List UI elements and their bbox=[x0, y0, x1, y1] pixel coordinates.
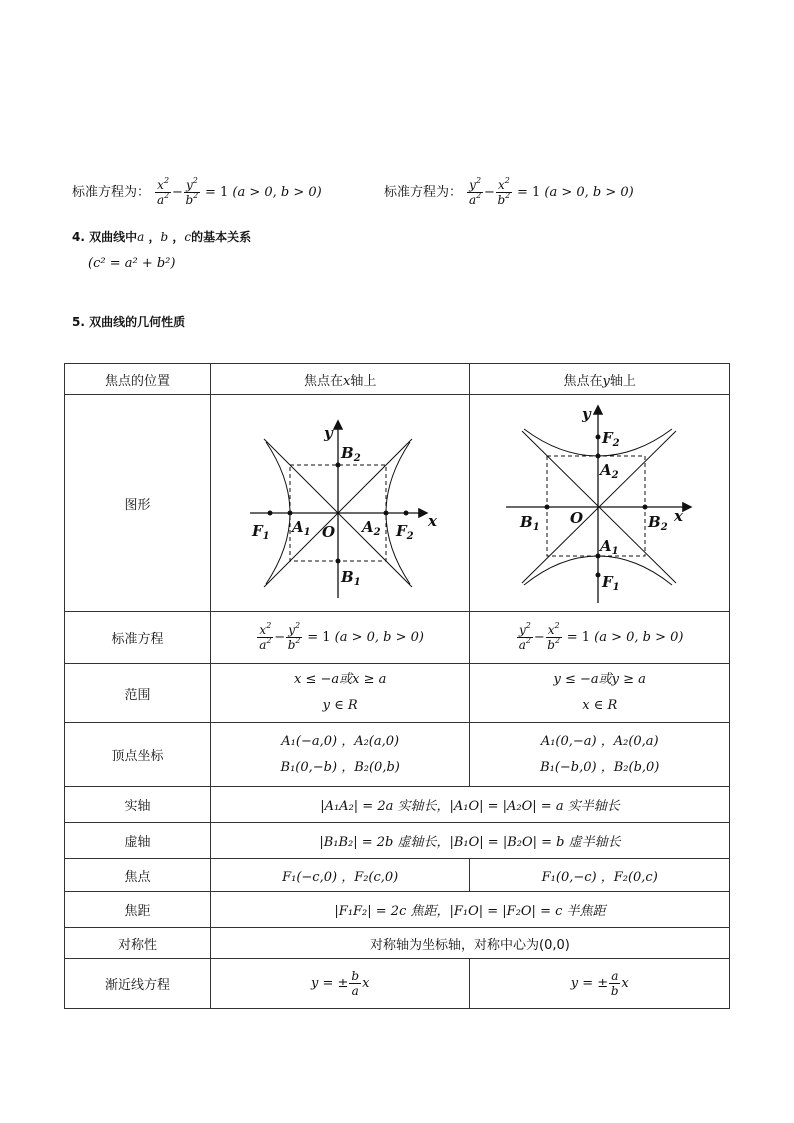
figure-y-cell bbox=[470, 395, 730, 612]
label-b2: $B_2$ bbox=[341, 444, 361, 464]
header-cell-y-axis: 焦点在y轴上 bbox=[470, 364, 730, 395]
section5-heading bbox=[72, 313, 185, 330]
row-label-real-axis: 实轴 bbox=[65, 787, 211, 823]
row-label-figure: 图形 bbox=[65, 395, 211, 612]
header-cell-x-axis: 焦点在x轴上 bbox=[210, 364, 470, 395]
label-origin: O bbox=[322, 523, 336, 541]
row-label-vertex: 顶点坐标 bbox=[65, 723, 211, 787]
row-label-asymptote: 渐近线方程 bbox=[65, 959, 211, 1009]
section5-number: 5. bbox=[72, 315, 85, 329]
row-label-focal-length: 焦距 bbox=[65, 892, 211, 928]
vertex-x-line2: B₁(0,−b) ，B₂(0,b) bbox=[280, 759, 400, 775]
figure-x-cell bbox=[210, 395, 470, 612]
vertex-x-cell bbox=[210, 723, 470, 787]
row-label-imag-axis: 虚轴 bbox=[65, 823, 211, 859]
std-eq-x-cond: (a > 0, b > 0) bbox=[334, 630, 424, 645]
table-row-real-axis bbox=[65, 787, 730, 823]
symmetry-cell: 对称轴为坐标轴，对称中心为(0,0) bbox=[210, 928, 729, 959]
std-eq-x-cell: $\frac{x^2}{a^2}$ − $\frac{y^2}{b^2}$ = 1 (a > 0, b > 0) bbox=[210, 612, 470, 664]
label-origin-2: O bbox=[569, 509, 583, 527]
table-row-vertex bbox=[65, 723, 730, 787]
frac-x2-b2: $\frac{x^2}{b^2}$ bbox=[497, 176, 511, 207]
table-row-focal-length bbox=[65, 892, 730, 928]
frac-y2-a2: $\frac{y^2}{a^2}$ bbox=[468, 176, 482, 207]
focal-length-cell: |F₁F₂| = 2c 焦距，|F₁O| = |F₂O| = c 半焦距 bbox=[210, 892, 729, 928]
hyperbola-y-diagram bbox=[500, 403, 700, 603]
label-f1: $F_1$ bbox=[252, 522, 270, 542]
std-eq-y-cell: $\frac{y^2}{a^2}$ − $\frac{x^2}{b^2}$ = 1 (a > 0, b > 0) bbox=[470, 612, 730, 664]
table-row-imag-axis bbox=[65, 823, 730, 859]
table-row-focus bbox=[65, 859, 730, 892]
vertex-x-line1: A₁(−a,0) ，A₂(a,0) bbox=[281, 733, 400, 749]
eq1-condition: (a > 0, b > 0) bbox=[232, 185, 322, 200]
asymptote-x-cell: y = ± $\frac{b}{a}$ x bbox=[210, 959, 470, 1009]
label-f2-y: $F_2$ bbox=[601, 429, 620, 449]
eq2-condition: (a > 0, b > 0) bbox=[544, 185, 634, 200]
hyperbola-properties-table bbox=[64, 363, 730, 1009]
label-f1-y: $F_1$ bbox=[601, 573, 620, 593]
section4-heading: 4. 双曲线中a ，b ，c的基本关系 bbox=[72, 230, 252, 244]
label-x-axis-2: x bbox=[673, 507, 683, 525]
table-row-symmetry bbox=[65, 928, 730, 959]
label-y-axis: y bbox=[324, 424, 333, 442]
table-row-std-eq bbox=[65, 612, 730, 664]
table-row-figure bbox=[65, 395, 730, 612]
label-a1-y: $A_1$ bbox=[599, 537, 619, 557]
hyperbola-x-diagram bbox=[240, 408, 440, 598]
std-eq-label: 标准方程为： bbox=[72, 185, 151, 200]
asymptote-y-cell: y = ± $\frac{a}{b}$ x bbox=[470, 959, 730, 1009]
row-label-symmetry: 对称性 bbox=[65, 928, 211, 959]
std-eq-x-line: 标准方程为： $\frac{x^2}{a^2}$ − $\frac{y^2}{b^2}$ = 1 (a > 0, b > 0) bbox=[72, 176, 322, 207]
range-x-cell bbox=[210, 664, 470, 723]
label-y-axis-2: y bbox=[581, 405, 591, 423]
section4-number: 4. bbox=[72, 230, 85, 244]
range-y-line1: y ≤ −a或y ≥ a bbox=[553, 672, 646, 687]
row-label-focus: 焦点 bbox=[65, 859, 211, 892]
vertex-y-cell bbox=[470, 723, 730, 787]
label-b1: $B_1$ bbox=[341, 568, 361, 588]
label-x-axis: x bbox=[428, 512, 438, 530]
real-axis-cell: |A₁A₂| = 2a 实轴长，|A₁O| = |A₂O| = a 实半轴长 bbox=[210, 787, 729, 823]
header-cell-position: 焦点的位置 bbox=[65, 364, 211, 395]
std-eq-label-2: 标准方程为： bbox=[384, 185, 463, 200]
table-header-row bbox=[65, 364, 730, 395]
range-x-line2: y ∈ R bbox=[322, 698, 358, 713]
vertex-y-line1: A₁(0,−a) ，A₂(0,a) bbox=[540, 733, 659, 749]
range-y-line2: x ∈ R bbox=[582, 698, 618, 713]
row-label-std-eq: 标准方程 bbox=[65, 612, 211, 664]
row-label-range: 范围 bbox=[65, 664, 211, 723]
std-eq-y-line: 标准方程为： $\frac{y^2}{a^2}$ − $\frac{x^2}{b^2}$ = 1 (a > 0, b > 0) bbox=[384, 176, 634, 207]
section5-title: 双曲线的几何性质 bbox=[89, 315, 186, 329]
section4-relation: (c² = a² + b²) bbox=[88, 256, 176, 271]
range-x-line1: x ≤ −a或x ≥ a bbox=[294, 672, 387, 687]
label-a2: $A_2$ bbox=[362, 518, 381, 538]
label-b2-y: $B_2$ bbox=[647, 513, 668, 533]
label-b1-y: $B_1$ bbox=[519, 513, 540, 533]
imag-axis-cell: |B₁B₂| = 2b 虚轴长，|B₁O| = |B₂O| = b 虚半轴长 bbox=[210, 823, 729, 859]
label-a1: $A_1$ bbox=[292, 518, 311, 538]
std-eq-y-cond: (a > 0, b > 0) bbox=[594, 630, 684, 645]
label-f2: $F_2$ bbox=[396, 522, 414, 542]
vertex-y-line2: B₁(−b,0) ，B₂(b,0) bbox=[540, 759, 660, 775]
range-y-cell bbox=[470, 664, 730, 723]
section4-title-post: 的基本关系 bbox=[191, 230, 252, 244]
frac-x2-a2: $\frac{x^2}{a^2}$ bbox=[156, 176, 170, 207]
table-row-range bbox=[65, 664, 730, 723]
focus-x-cell: F₁(−c,0) ，F₂(c,0) bbox=[210, 859, 470, 892]
section4-title-pre: 双曲线中 bbox=[89, 230, 138, 244]
table-row-asymptote bbox=[65, 959, 730, 1009]
focus-y-cell: F₁(0,−c) ，F₂(0,c) bbox=[470, 859, 730, 892]
label-a2-y: $A_2$ bbox=[599, 461, 619, 481]
frac-y2-b2: $\frac{y^2}{b^2}$ bbox=[185, 176, 199, 207]
